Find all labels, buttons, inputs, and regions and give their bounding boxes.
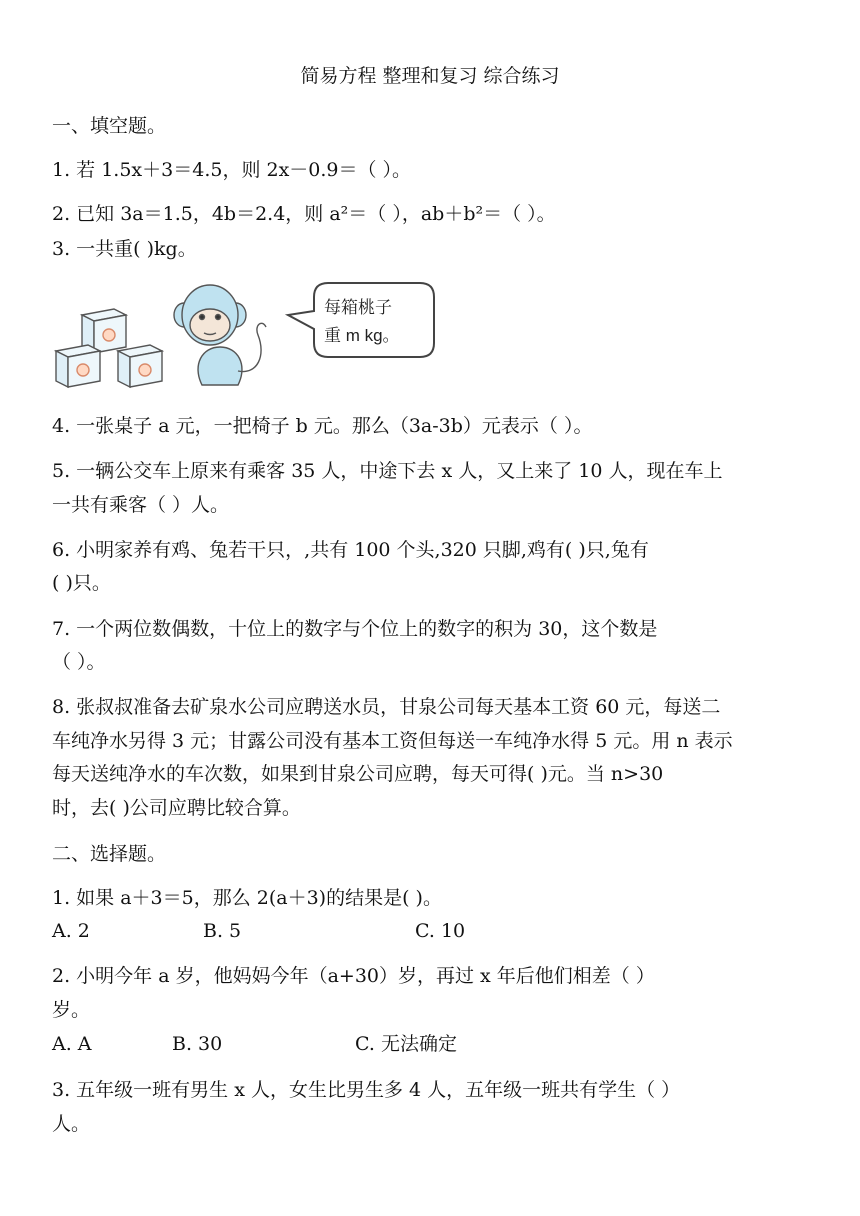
question-1-4: 4. 一张桌子 a 元，一把椅子 b 元。那么（3a-3b）元表示（ ）。 [52, 415, 593, 437]
question-2-3-line-1: 3. 五年级一班有男生 x 人，女生比男生多 4 人，五年级一班共有学生（ ） [52, 1079, 681, 1101]
bubble-line-2: 重 m kg。 [324, 326, 400, 345]
question-2-1: 1. 如果 a＋3＝5，那么 2(a＋3)的结果是( )。 [52, 887, 442, 909]
page-title: 简易方程 整理和复习 综合练习 [300, 65, 560, 87]
peach-boxes-illustration [52, 275, 442, 395]
speech-bubble [288, 283, 434, 357]
question-2-2-line-2: 岁。 [52, 999, 91, 1021]
section-heading-fill-blank: 一、填空题。 [52, 115, 167, 137]
section-heading-multiple-choice: 二、选择题。 [52, 843, 167, 865]
question-1-5-line-2: 一共有乘客（ ）人。 [52, 494, 230, 516]
question-1-1: 1. 若 1.5x＋3＝4.5，则 2x－0.9＝（ ）。 [52, 159, 412, 181]
question-2-1-option-c: C. 10 [415, 920, 466, 942]
monkey-icon [174, 285, 266, 385]
question-1-3: 3. 一共重( )kg。 [52, 238, 197, 260]
question-1-8-line-4: 时，去( )公司应聘比较合算。 [52, 797, 301, 819]
question-2-2-line-1: 2. 小明今年 a 岁，他妈妈今年（a+30）岁，再过 x 年后他们相差（ ） [52, 965, 655, 987]
question-2-2-option-a: A. A [52, 1033, 92, 1055]
bubble-line-1: 每箱桃子 [324, 298, 392, 317]
question-2-1-option-a: A. 2 [52, 920, 90, 942]
question-1-8-line-3: 每天送纯净水的车次数，如果到甘泉公司应聘，每天可得( )元。当 n>30 [52, 763, 664, 785]
question-2-2-option-c: C. 无法确定 [355, 1033, 457, 1055]
question-1-7-line-1: 7. 一个两位数偶数，十位上的数字与个位上的数字的积为 30，这个数是 [52, 618, 658, 640]
question-1-8-line-1: 8. 张叔叔准备去矿泉水公司应聘送水员，甘泉公司每天基本工资 60 元，每送二 [52, 696, 721, 718]
question-1-7-line-2: （ ）。 [52, 651, 106, 673]
question-2-3-line-2: 人。 [52, 1113, 91, 1135]
question-1-6-line-1: 6. 小明家养有鸡、兔若干只，,共有 100 个头,320 只脚,鸡有( )只,兔有 [52, 539, 649, 561]
question-2-1-option-b: B. 5 [203, 920, 242, 942]
question-1-8-line-2: 车纯净水另得 3 元；甘露公司没有基本工资但每送一车纯净水得 5 元。用 n 表示 [52, 730, 733, 752]
question-2-2-option-b: B. 30 [172, 1033, 223, 1055]
peach-box-icon [56, 345, 100, 387]
question-1-2: 2. 已知 3a＝1.5，4b＝2.4，则 a²＝（ ），ab＋b²＝（ ）。 [52, 203, 556, 225]
question-1-5-line-1: 5. 一辆公交车上原来有乘客 35 人，中途下去 x 人，又上来了 10 人，现在车上 [52, 460, 723, 482]
peach-box-icon [118, 345, 162, 387]
question-1-6-line-2: ( )只。 [52, 572, 111, 594]
